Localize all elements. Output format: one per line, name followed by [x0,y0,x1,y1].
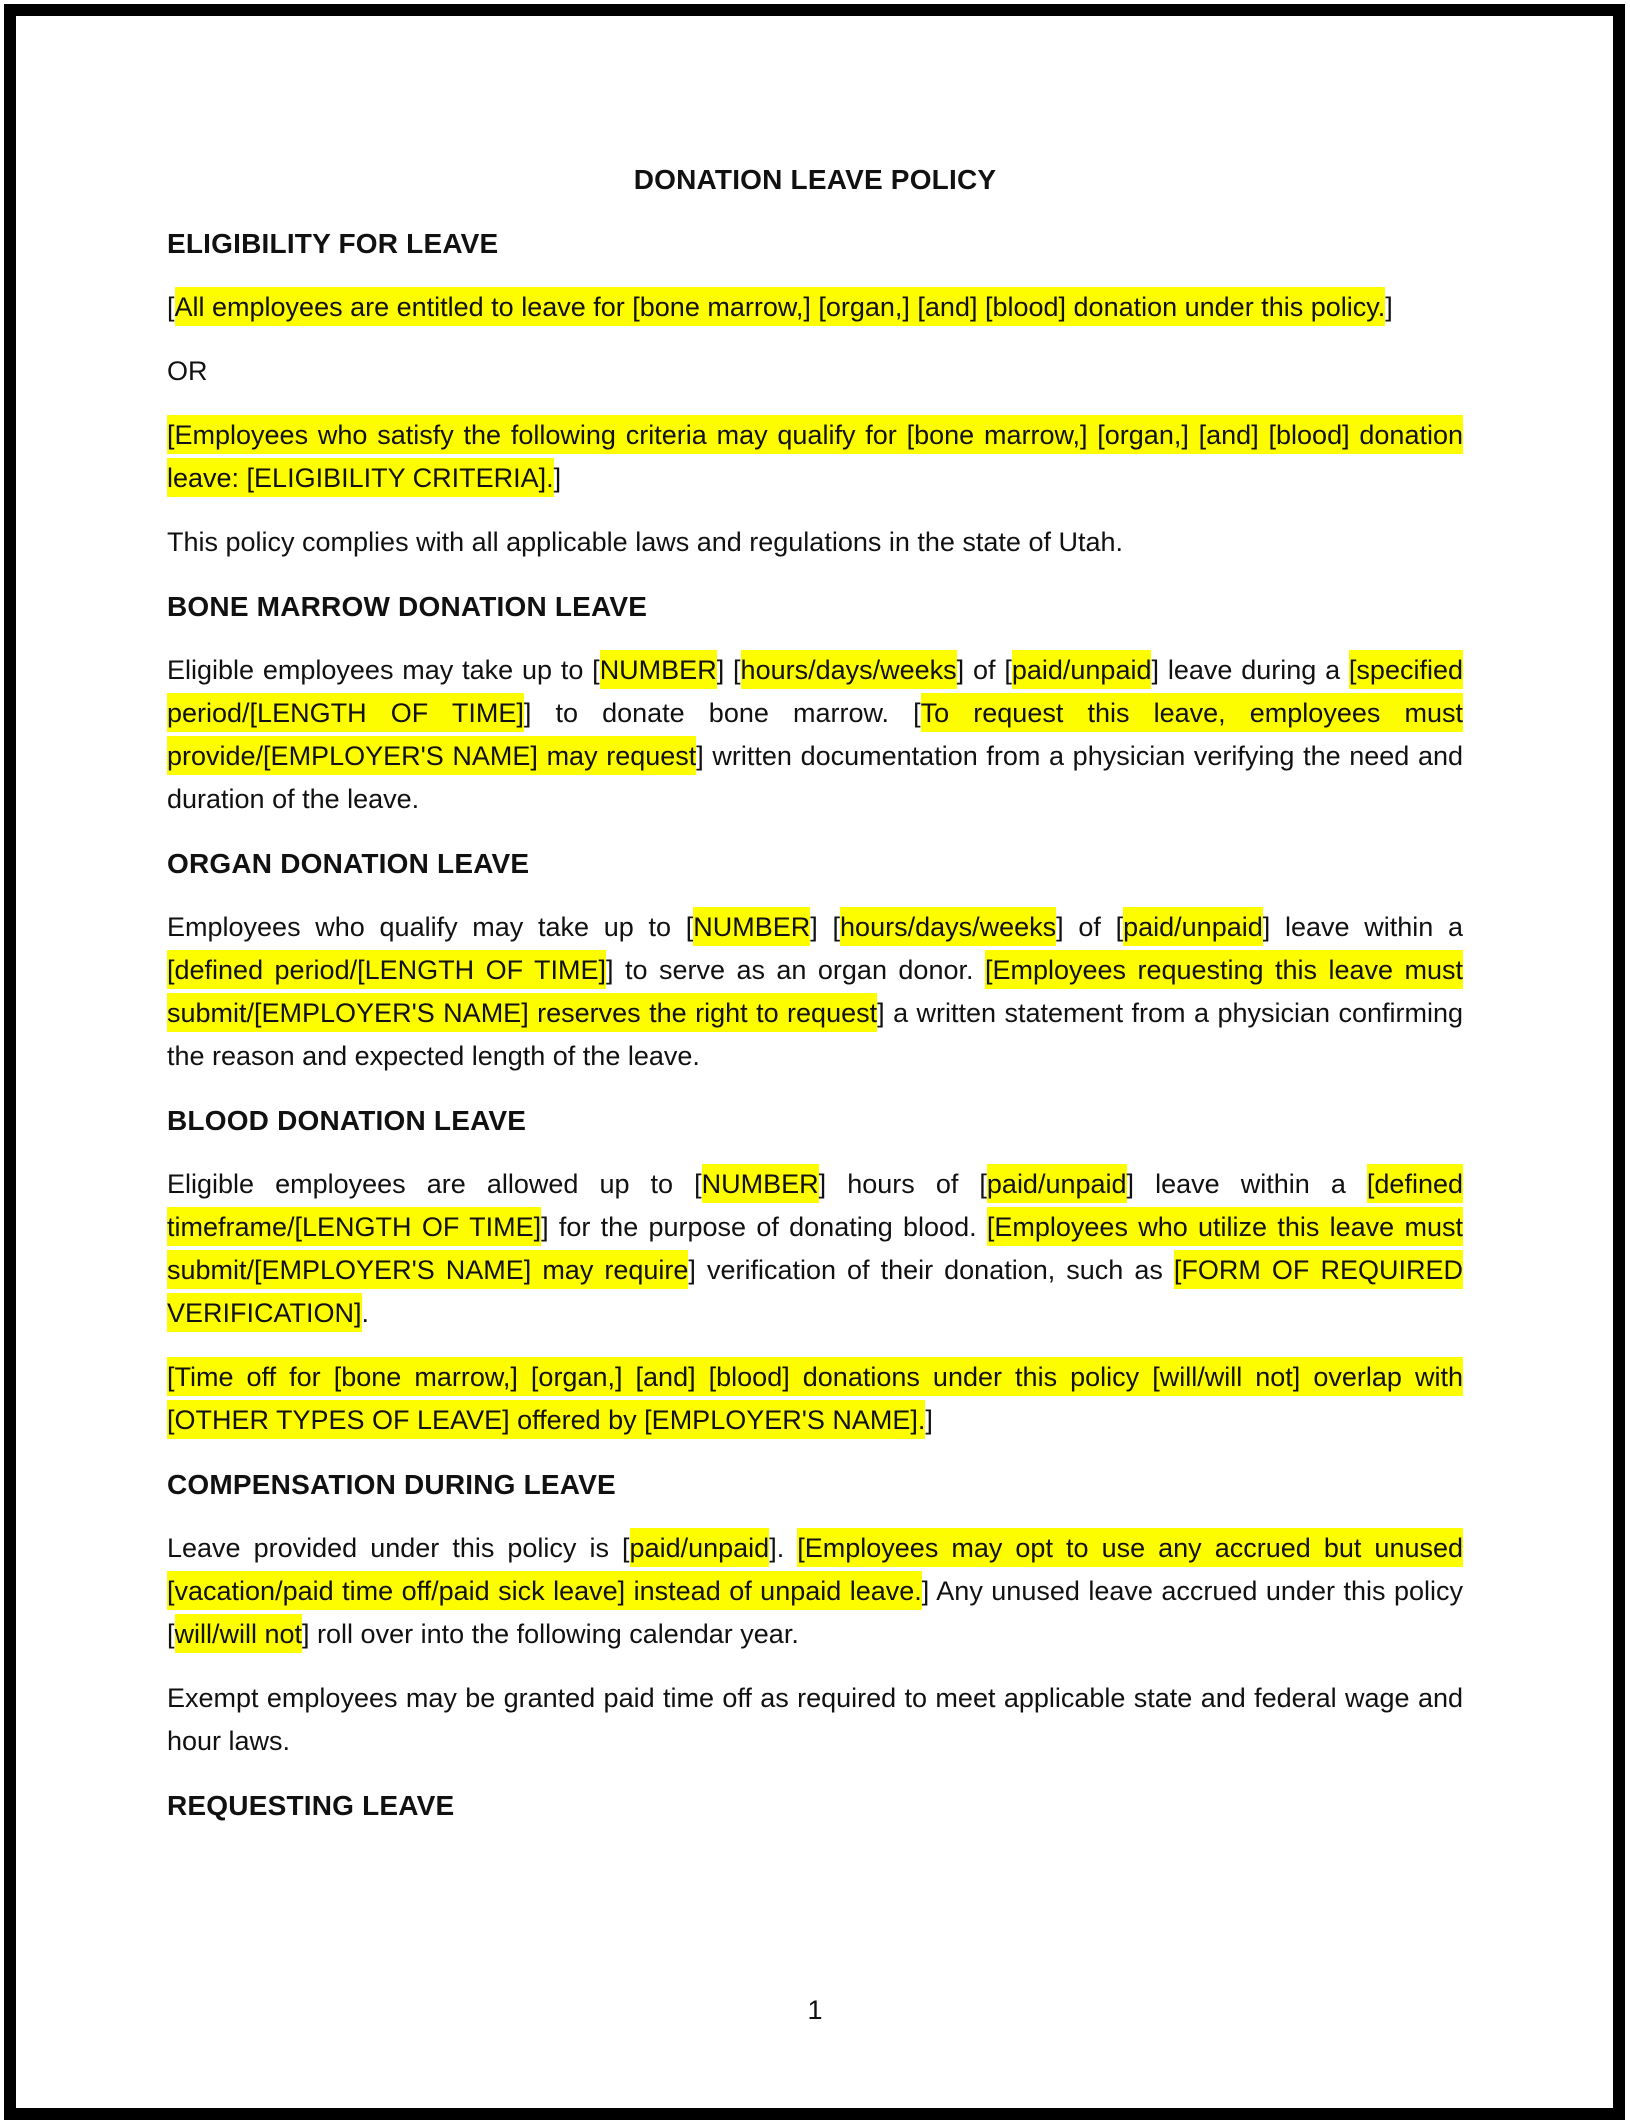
text-run: ] a written statement from a physician confirming the reason and expected length of the leave. [167,998,1464,1071]
text-run: DONATION LEAVE POLICY [633,164,997,195]
highlighted-text-run: hours/days/weeks [741,650,957,689]
text-run: ] verification of their donation, such as [688,1255,1174,1285]
text-run: . [361,1298,370,1328]
text-run: ] [553,463,562,493]
text-run: ] to donate bone marrow. [ [523,698,921,728]
text-run: Employees who qualify may take up to [ [167,912,694,942]
text-run: ] Any unused leave accrued under this policy [ [167,1576,1463,1649]
heading-bone-marrow-donation-leave [167,585,1463,628]
paragraph-or [167,350,1463,393]
highlighted-text-run: [Employees who satisfy the following criteria may qualify for [bone marrow,] [organ,] [and] [blood] donation leave: [ELIGIBILITY CRITERIA]. [167,415,1463,497]
heading-compensation-during-leave [167,1463,1463,1506]
heading-blood-donation-leave [167,1099,1463,1142]
text-run: ] to serve as an organ donor. [606,955,985,985]
text-run: ]. [769,1533,798,1563]
page-number: 1 [807,1995,823,2025]
highlighted-text-run: will/will not [175,1614,303,1653]
text-run: Leave provided under this policy is [ [167,1533,630,1563]
text-run: ] leave within a [1262,912,1464,942]
heading-requesting-leave [167,1784,1463,1827]
highlighted-text-run: NUMBER [600,650,717,689]
document-title [167,158,1463,201]
text-run: REQUESTING LEAVE [167,1790,455,1821]
text-run: ] [ [810,912,841,942]
paragraph-compliance [167,521,1463,564]
paragraph-organ [167,906,1463,1078]
text-run: OR [167,356,208,386]
text-run: ] leave during a [1151,655,1349,685]
highlighted-text-run: [Time off for [bone marrow,] [organ,] [and] [blood] donations under this policy [will/will not] overlap with [OTHER TYPES OF LEAVE] offered by [EMPLOYER'S NAME]. [167,1357,1463,1439]
text-run: This policy complies with all applicable laws and regulations in the state of Utah. [167,527,1123,557]
text-run: ] hours of [ [818,1169,987,1199]
highlighted-text-run: [Employees requesting this leave must submit/[EMPLOYER'S NAME] reserves the right to request [167,950,1463,1032]
text-run: ] written documentation from a physician verifying the need and duration of the leave. [167,741,1464,814]
paragraph-compensation [167,1527,1463,1656]
paragraph-leave-overlap [167,1356,1463,1442]
text-run: ] of [ [1056,912,1124,942]
highlighted-text-run: paid/unpaid [1012,650,1152,689]
text-run: ] for the purpose of donating blood. [541,1212,987,1242]
text-run: ] [925,1405,933,1435]
highlighted-text-run: [FORM OF REQUIRED VERIFICATION] [167,1250,1463,1332]
highlighted-text-run: NUMBER [693,907,810,946]
text-run: ] leave within a [1126,1169,1367,1199]
highlighted-text-run: To request this leave, employees must provide/[EMPLOYER'S NAME] may request [167,693,1463,775]
highlighted-text-run: [specified period/[LENGTH OF TIME] [167,650,1463,732]
highlighted-text-run: paid/unpaid [1123,907,1263,946]
text-run: ] of [ [956,655,1012,685]
paragraph-blood [167,1163,1463,1335]
text-run: Exempt employees may be granted paid time off as required to meet applicable state and federal wage and hour laws. [167,1683,1463,1756]
text-run: ELIGIBILITY FOR LEAVE [167,228,499,259]
text-run: BONE MARROW DONATION LEAVE [167,591,648,622]
text-run: ORGAN DONATION LEAVE [167,848,530,879]
paragraph-eligibility-option-1 [167,286,1463,329]
document-body [167,158,1463,1848]
highlighted-text-run: hours/days/weeks [840,907,1056,946]
text-run: ] [1385,292,1393,322]
paragraph-exempt-employees [167,1677,1463,1763]
text-run: ] roll over into the following calendar year. [302,1619,799,1649]
text-run: ] [ [716,655,741,685]
highlighted-text-run: All employees are entitled to leave for [bone marrow,] [organ,] [and] [blood] donation under this policy. [175,287,1386,326]
highlighted-text-run: paid/unpaid [987,1164,1127,1203]
highlighted-text-run: [Employees who utilize this leave must submit/[EMPLOYER'S NAME] may require [167,1207,1463,1289]
heading-eligibility-for-leave [167,222,1463,265]
highlighted-text-run: [defined timeframe/[LENGTH OF TIME] [167,1164,1463,1246]
text-run: [ [167,292,175,322]
highlighted-text-run: [defined period/[LENGTH OF TIME] [167,950,606,989]
paragraph-eligibility-option-2 [167,414,1463,500]
highlighted-text-run: paid/unpaid [630,1528,770,1567]
text-run: Eligible employees may take up to [ [167,655,600,685]
paragraph-bone-marrow [167,649,1463,821]
highlighted-text-run: [Employees may opt to use any accrued but unused [vacation/paid time off/paid sick leave] instead of unpaid leave. [167,1528,1463,1610]
heading-organ-donation-leave [167,842,1463,885]
text-run: BLOOD DONATION LEAVE [167,1105,527,1136]
highlighted-text-run: NUMBER [702,1164,819,1203]
text-run: COMPENSATION DURING LEAVE [167,1469,616,1500]
text-run: Eligible employees are allowed up to [ [167,1169,702,1199]
